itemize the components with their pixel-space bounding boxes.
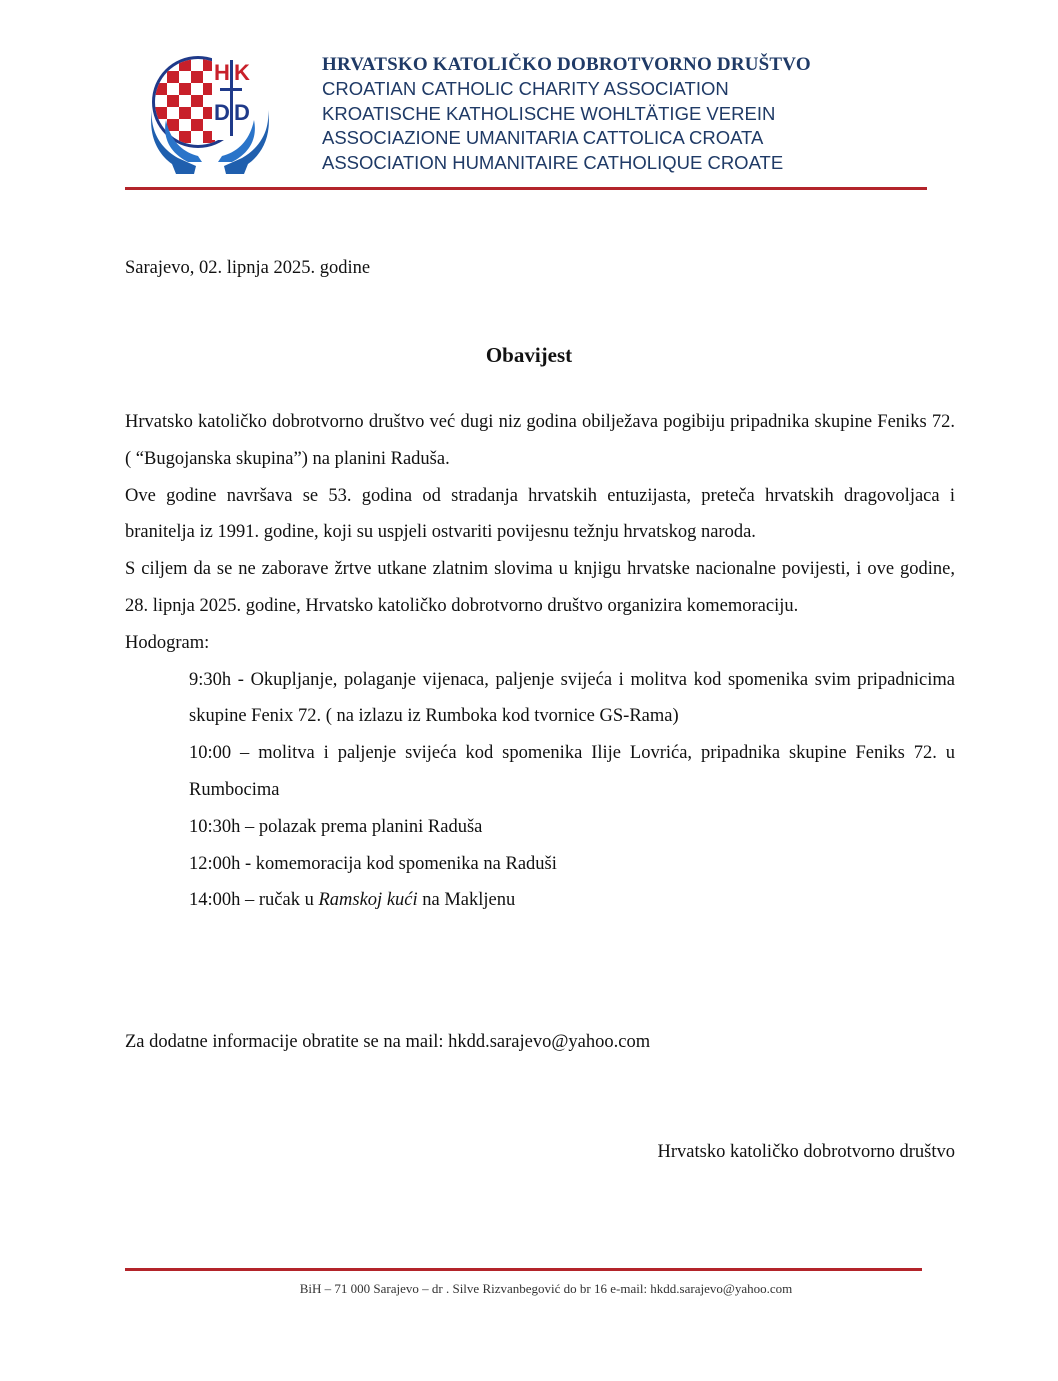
hkdd-logo [148,50,272,176]
org-name-italian: ASSOCIAZIONE UMANITARIA CATTOLICA CROATA [322,127,764,148]
org-name-croatian: HRVATSKO KATOLIČKO DOBROTVORNO DRUŠTVO [322,54,811,75]
svg-text:H: H [214,60,230,85]
contact-line: Za dodatne informacije obratite se na mail: hkdd.sarajevo@yahoo.com [125,1032,651,1052]
date-line: Sarajevo, 02. lipnja 2025. godine [125,258,371,278]
hodogram-label: Hodogram: [125,632,210,653]
paragraph: Hrvatsko katoličko dobrotvorno društvo već dugi niz godina obilježava pogibiju pripadnika skupine Feniks 72. ( “Bugojanska skupina”) na planini Raduša. [125,412,955,469]
schedule-entry-lunch [189,882,955,919]
paragraph: S ciljem da se ne zaborave žrtve utkane zlatnim slovima u knjigu hrvatske nacionalne povijesti, i ove godine, 28. lipnja 2025. godine, Hrvatsko katoličko dobrotvorno društvo organizira komemoraciju. [125,559,955,616]
svg-text:D: D [234,100,250,125]
organization-header [322,53,811,175]
schedule-entry-suffix: na Makljenu [417,890,516,911]
venue-name: Ramskoj kući [318,890,418,911]
footer-address: BiH – 71 000 Sarajevo – dr . Silve Rizvanbegović do br 16 e-mail: hkdd.sarajevo@yahoo.com [299,1281,793,1296]
schedule-entry: 9:30h - Okupljanje, polaganje vijenaca, paljenje svijeća i molitva kod spomenika svim pripadnicima skupine Fenix 72. ( na izlazu iz Rumboka kod tvornice GS-Rama) [189,669,955,727]
schedule-entry: 10:30h – polazak prema planini Raduša [189,816,483,837]
document-body [125,404,955,919]
org-name-french: ASSOCIATION HUMANITAIRE CATHOLIQUE CROATE [322,151,784,173]
signature: Hrvatsko katoličko dobrotvorno društvo [657,1142,955,1162]
header-divider [125,187,927,190]
document-title: Obavijest [485,343,573,367]
svg-text:D: D [214,100,230,125]
schedule-entry: 12:00h - komemoracija kod spomenika na Raduši [189,853,557,874]
org-name-german: KROATISCHE KATHOLISCHE WOHLTÄTIGE VEREIN [322,102,776,124]
paragraph: Ove godine navršava se 53. godina od stradanja hrvatskih entuzijasta, preteča hrvatskih dragovoljaca i branitelja iz 1991. godine, koji su uspjeli ostvariti povijesnu težnju hrvatskog naroda. [125,485,955,543]
schedule-entry: 10:00 – molitva i paljenje svijeća kod spomenika Ilije Lovrića, pripadnika skupine Feniks 72. u Rumbocima [189,743,955,800]
org-name-english: CROATIAN CATHOLIC CHARITY ASSOCIATION [322,78,729,99]
svg-text:K: K [234,60,250,85]
schedule-list [189,662,955,920]
schedule-entry-prefix: 14:00h – ručak u [189,890,319,911]
footer-divider [125,1268,922,1271]
